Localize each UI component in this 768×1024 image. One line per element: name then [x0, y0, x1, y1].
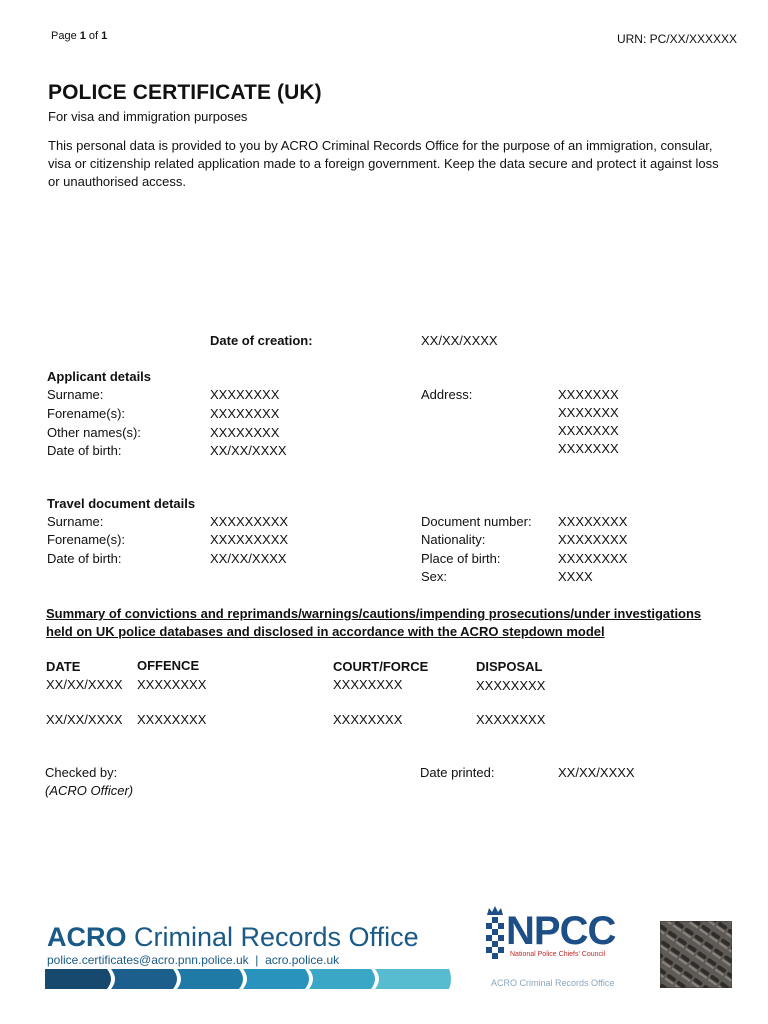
acro-logo-rest: Criminal Records Office: [126, 922, 419, 952]
applicant-value: XXXXXXXX: [210, 406, 280, 421]
applicant-label: Date of birth:: [47, 443, 122, 458]
travel-label: Surname:: [47, 514, 104, 529]
checked-by-label: Checked by:: [45, 765, 118, 780]
page-indicator: [51, 30, 107, 42]
address-line: XXXXXXX: [558, 423, 619, 438]
travel-label: Place of birth:: [421, 551, 501, 566]
npcc-logo-text: NPCC: [506, 909, 616, 953]
page-current: 1: [79, 30, 86, 42]
table-cell: XXXXXXXX: [476, 678, 546, 693]
table-cell: XX/XX/XXXX: [46, 677, 123, 692]
table-header: DISPOSAL: [476, 659, 543, 674]
officer-label: (ACRO Officer): [45, 783, 134, 798]
travel-value: XX/XX/XXXX: [210, 551, 287, 566]
table-cell: XXXXXXXX: [333, 677, 403, 692]
stripe-segment: [309, 969, 375, 989]
npcc-footer-text: ACRO Criminal Records Office: [491, 978, 615, 988]
security-hologram-icon: [660, 921, 732, 988]
summary-line: Summary of convictions and reprimands/warnings/cautions/impending prosecutions/under investigations: [46, 606, 702, 621]
acro-logo-title: [47, 922, 419, 953]
stripe-segment: [111, 969, 177, 989]
summary-line: held on UK police databases and disclosed in accordance with the ACRO stepdown model: [46, 624, 605, 639]
acro-site: acro.police.uk: [265, 953, 340, 967]
acro-email: police.certificates@acro.pnn.police.uk: [47, 953, 249, 967]
table-cell: XXXXXXXX: [137, 677, 207, 692]
stripe-segment: [243, 969, 309, 989]
applicant-label: Forename(s):: [47, 406, 126, 421]
stripe-segment: [177, 969, 243, 989]
table-cell: XXXXXXXX: [333, 712, 403, 727]
acro-color-stripes: [45, 969, 453, 989]
applicant-value: XXXXXXXX: [210, 387, 280, 402]
applicant-label: Surname:: [47, 387, 104, 402]
date-printed-value: XX/XX/XXXX: [558, 765, 635, 780]
travel-label: Document number:: [421, 514, 532, 529]
address-label: Address:: [421, 387, 473, 402]
page-of: of: [85, 30, 102, 42]
table-cell: XXXXXXXX: [476, 712, 546, 727]
travel-label: Sex:: [421, 569, 448, 584]
urn: URN: PC/XX/XXXXXX: [616, 32, 737, 46]
page-total: 1: [101, 30, 108, 42]
table-header: DATE: [46, 659, 81, 674]
acro-separator: |: [248, 953, 266, 967]
table-header: COURT/FORCE: [333, 659, 429, 674]
npcc-subtitle: National Police Chiefs' Council: [510, 951, 606, 958]
creation-label: Date of creation:: [210, 333, 313, 348]
stripe-segment: [375, 969, 451, 989]
travel-label: Date of birth:: [47, 551, 122, 566]
creation-value: XX/XX/XXXX: [421, 333, 498, 348]
stripe-segment: [45, 969, 111, 989]
table-cell: XXXXXXXX: [137, 712, 207, 727]
applicant-value: XX/XX/XXXX: [210, 443, 287, 458]
travel-heading: Travel document details: [47, 496, 196, 511]
travel-value: XXXX: [558, 569, 593, 584]
table-cell: XX/XX/XXXX: [46, 712, 123, 727]
page-title: POLICE CERTIFICATE (UK): [48, 81, 322, 104]
applicant-label: Other names(s):: [47, 425, 141, 440]
applicant-value: XXXXXXXX: [210, 425, 280, 440]
travel-value: XXXXXXXX: [558, 532, 628, 547]
intro-paragraph: This personal data is provided to you by ACRO Criminal Records Office for the purpose of an immigration, consular, visa or citizenship related application made to a foreign government. Keep the data secure and protect it against loss or unauthorised access.: [48, 138, 719, 189]
travel-label: Nationality:: [421, 532, 486, 547]
travel-label: Forename(s):: [47, 532, 126, 547]
crown-checkered-icon: [484, 905, 506, 961]
travel-value: XXXXXXXXX: [210, 532, 289, 547]
travel-value: XXXXXXXX: [558, 514, 628, 529]
applicant-heading: Applicant details: [47, 369, 152, 384]
date-printed-label: Date printed:: [420, 765, 495, 780]
page-subtitle: For visa and immigration purposes: [48, 109, 248, 124]
acro-logo-bold: ACRO: [47, 922, 127, 952]
travel-value: XXXXXXXX: [558, 551, 628, 566]
table-header: OFFENCE: [137, 658, 200, 673]
address-line: XXXXXXX: [558, 405, 619, 420]
page-prefix: Page: [51, 30, 80, 42]
address-line: XXXXXXX: [558, 387, 619, 402]
address-line: XXXXXXX: [558, 441, 619, 456]
acro-contact: [47, 953, 339, 967]
travel-value: XXXXXXXXX: [210, 514, 289, 529]
